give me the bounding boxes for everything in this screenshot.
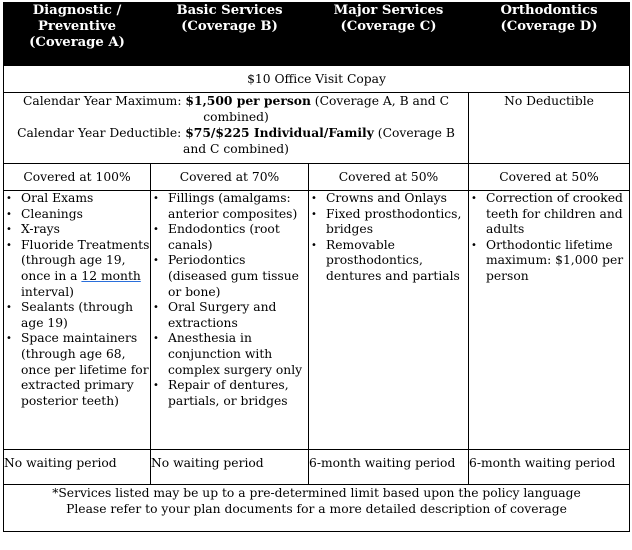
list-item: • X-rays xyxy=(21,222,150,238)
services-b-cell xyxy=(151,191,309,450)
header-row xyxy=(4,3,630,66)
services-d-list xyxy=(469,191,629,285)
footer-cell xyxy=(4,485,630,532)
header-line: (Coverage C) xyxy=(340,19,437,34)
services-c-list xyxy=(309,191,468,285)
ded-label: Calendar Year Deductible: xyxy=(17,126,186,140)
dental-coverage-table xyxy=(3,2,630,532)
coverage-percent-b: Covered at 70% xyxy=(151,164,309,191)
limits-cell xyxy=(4,93,469,164)
list-item: • Endodontics (root canals) xyxy=(168,222,308,253)
max-value: $1,500 per person xyxy=(185,93,311,108)
list-item-fluoride xyxy=(21,238,150,300)
waiting-period-d: 6-month waiting period xyxy=(469,450,630,485)
list-item: • Fixed prosthodontics, bridges xyxy=(326,207,468,238)
list-item: • Periodontics (diseased gum tissue or bone) xyxy=(168,253,308,300)
services-d-cell xyxy=(469,191,630,450)
header-line: Major Services xyxy=(333,3,444,18)
header-coverage-d xyxy=(469,3,630,66)
copay-row xyxy=(4,66,630,93)
twelve-month-link: 12 month xyxy=(81,268,141,283)
list-item: • Anesthesia in conjunction with complex surgery only xyxy=(168,331,308,378)
list-item: • Removable prosthodontics, dentures and partials xyxy=(326,238,468,285)
services-row xyxy=(4,191,630,450)
list-item: • Oral Exams xyxy=(21,191,150,207)
header-line: Preventive xyxy=(37,19,117,34)
footer-note: *Services listed may be up to a pre-determined limit based upon the policy language xyxy=(52,486,581,500)
ded-value: $75/$225 Individual/Family xyxy=(185,125,374,140)
max-label: Calendar Year Maximum: xyxy=(23,94,186,108)
header-line: Diagnostic / xyxy=(32,3,122,18)
header-line: (Coverage A) xyxy=(29,35,125,50)
coverage-percent-row xyxy=(4,164,630,191)
fluoride-text-end: interval) xyxy=(21,284,74,299)
services-b-list xyxy=(151,191,308,409)
header-line: Orthodontics xyxy=(500,3,598,18)
footer-row xyxy=(4,485,630,532)
list-item: • Oral Surgery and extractions xyxy=(168,300,308,331)
header-coverage-b xyxy=(151,3,309,66)
calendar-year-deductible xyxy=(4,125,468,157)
header-line: (Coverage B) xyxy=(181,19,278,34)
list-item: • Cleanings xyxy=(21,207,150,223)
list-item: • Space maintainers (through age 68, once per lifetime for extracted primary posterior teeth) xyxy=(21,331,150,409)
header-line: (Coverage D) xyxy=(500,19,598,34)
waiting-period-c: 6-month waiting period xyxy=(309,450,469,485)
waiting-period-b: No waiting period xyxy=(151,450,309,485)
list-item: • Correction of crooked teeth for children and adults xyxy=(486,191,629,238)
limits-row xyxy=(4,93,630,164)
header-line: Basic Services xyxy=(176,3,283,18)
waiting-period-row xyxy=(4,450,630,485)
coverage-percent-c: Covered at 50% xyxy=(309,164,469,191)
services-c-cell xyxy=(309,191,469,450)
copay-cell: $10 Office Visit Copay xyxy=(4,66,630,93)
footer-note: Please refer to your plan documents for a more detailed description of coverage xyxy=(66,502,567,516)
fluoride-text: Fluoride Treatments (through age 19, once in a xyxy=(21,237,150,283)
coverage-percent-d: Covered at 50% xyxy=(469,164,630,191)
coverage-table-wrapper xyxy=(3,2,629,547)
list-item: • Sealants (through age 19) xyxy=(21,300,150,331)
header-coverage-a xyxy=(4,3,151,66)
list-item: • Fillings (amalgams: anterior composites) xyxy=(168,191,308,222)
coverage-percent-a: Covered at 100% xyxy=(4,164,151,191)
waiting-period-a: No waiting period xyxy=(4,450,151,485)
list-item: • Orthodontic lifetime maximum: $1,000 per person xyxy=(486,238,629,285)
max-note: (Coverage A, B and C combined) xyxy=(203,94,449,124)
header-coverage-c xyxy=(309,3,469,66)
list-item: • Crowns and Onlays xyxy=(326,191,468,207)
services-a-cell xyxy=(4,191,151,450)
services-a-list xyxy=(4,191,150,409)
ded-note: (Coverage B and C combined) xyxy=(183,126,455,156)
calendar-year-maximum xyxy=(4,93,468,125)
list-item: • Repair of dentures, partials, or bridges xyxy=(168,378,308,409)
ortho-deductible-cell: No Deductible xyxy=(469,93,630,164)
